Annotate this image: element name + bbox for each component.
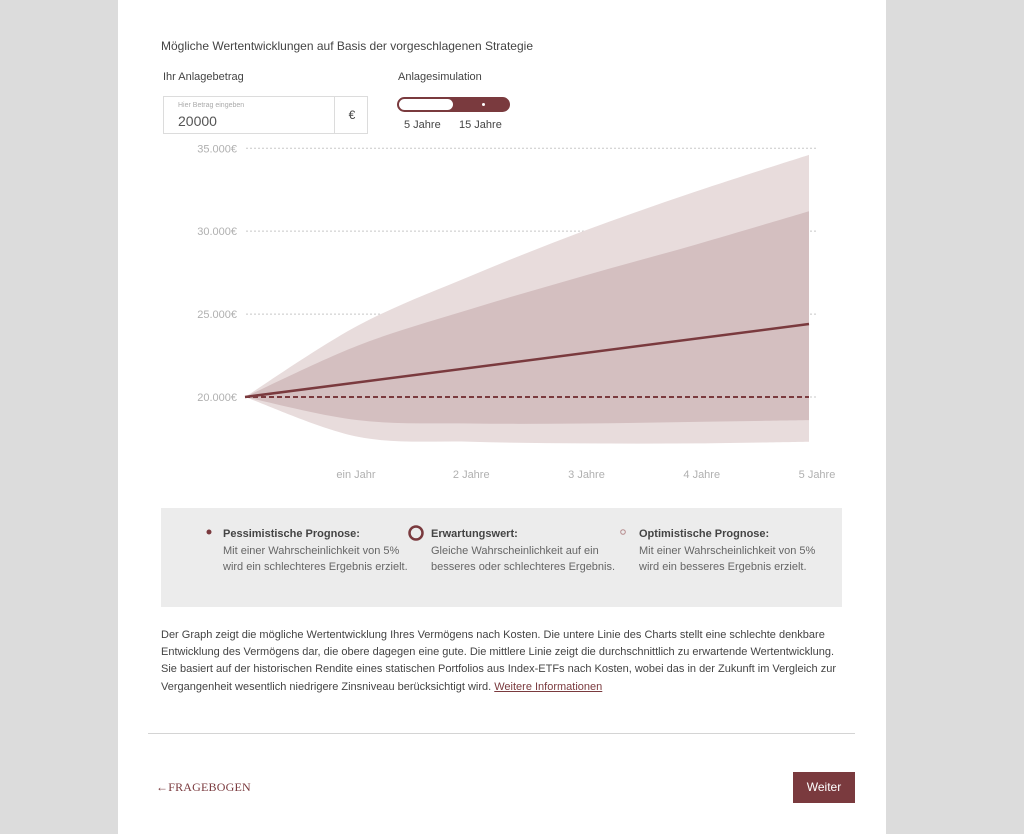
toggle-knob[interactable] [399, 99, 453, 110]
legend-expected [431, 526, 621, 576]
amount-value[interactable]: 20000 [178, 113, 217, 129]
legend-expected-text: Gleiche Wahrscheinlichkeit auf ein besseres oder schlechteres Ergebnis. [431, 544, 616, 573]
y-tick-label: 20.000€ [197, 391, 237, 404]
legend-pessimistic-text: Mit einer Wahrscheinlichkeit von 5% wird ein schlechteres Ergebnis erzielt. [223, 544, 408, 573]
currency-label: € [348, 108, 356, 122]
legend-optimistic-text: Mit einer Wahrscheinlichkeit von 5% wird ein besseres Ergebnis erzielt. [639, 544, 816, 573]
x-tick-label: 2 Jahre [452, 469, 490, 481]
option-5-years[interactable]: 5 Jahre [404, 119, 441, 131]
legend-optimistic [639, 526, 829, 576]
option-15-years[interactable]: 15 Jahre [459, 119, 502, 131]
optimistic-dot-icon [619, 528, 627, 536]
simulation-toggle[interactable] [397, 97, 510, 112]
chart-description [161, 627, 851, 696]
legend [161, 508, 842, 607]
expected-ring-icon [407, 524, 425, 542]
x-tick-label: 5 Jahre [798, 469, 836, 481]
legend-pessimistic-title: Pessimistische Prognose: [223, 528, 360, 540]
divider [148, 733, 855, 734]
y-tick-label: 30.000€ [197, 226, 237, 239]
amount-label: Ihr Anlagebetrag [163, 71, 244, 83]
legend-pessimistic [223, 526, 413, 576]
content-panel [118, 0, 886, 834]
projection-chart [158, 143, 838, 490]
x-tick-label: 3 Jahre [568, 469, 605, 481]
next-button[interactable]: Weiter [793, 772, 855, 803]
more-info-link[interactable]: Weitere Informationen [494, 680, 603, 693]
arrow-left-icon: ← [156, 780, 169, 794]
amount-input[interactable] [164, 97, 335, 133]
amount-placeholder: Hier Betrag eingeben [178, 102, 245, 109]
y-tick-label: 25.000€ [197, 309, 237, 322]
simulation-label: Anlagesimulation [398, 71, 482, 83]
toggle-dot-icon [482, 103, 485, 106]
legend-expected-title: Erwartungswert: [431, 528, 518, 540]
band-inner [245, 211, 809, 424]
x-tick-label: 4 Jahre [683, 469, 721, 481]
pessimistic-dot-icon [205, 528, 213, 536]
back-to-questionnaire-link[interactable] [156, 780, 251, 795]
description-text: Der Graph zeigt die mögliche Wertentwicklung Ihres Vermögens nach Kosten. Die untere Linie des Charts stellt eine schlechte denkbare Entwicklung des Vermögens dar, die obere dagegen eine gute. Die mittlere Linie zeigt die durchschnittlich zu erwartende Wertentwicklung. Sie basiert auf der historischen Rendite eines statischen Portfolios aus Index-ETFs nach Kosten, wobei das in der Zukunft im Vergleich zur Vergangenheit wesentlich niedrigere Zinsniveau berücksichtigt wird. [161, 629, 837, 693]
legend-optimistic-title: Optimistische Prognose: [639, 528, 770, 540]
back-label: FRAGEBOGEN [168, 780, 251, 794]
page-title: Mögliche Wertentwicklungen auf Basis der vorgeschlagenen Strategie [161, 39, 533, 53]
amount-field[interactable] [163, 96, 368, 134]
x-tick-label: ein Jahr [336, 469, 376, 481]
y-tick-label: 35.000€ [197, 143, 237, 156]
